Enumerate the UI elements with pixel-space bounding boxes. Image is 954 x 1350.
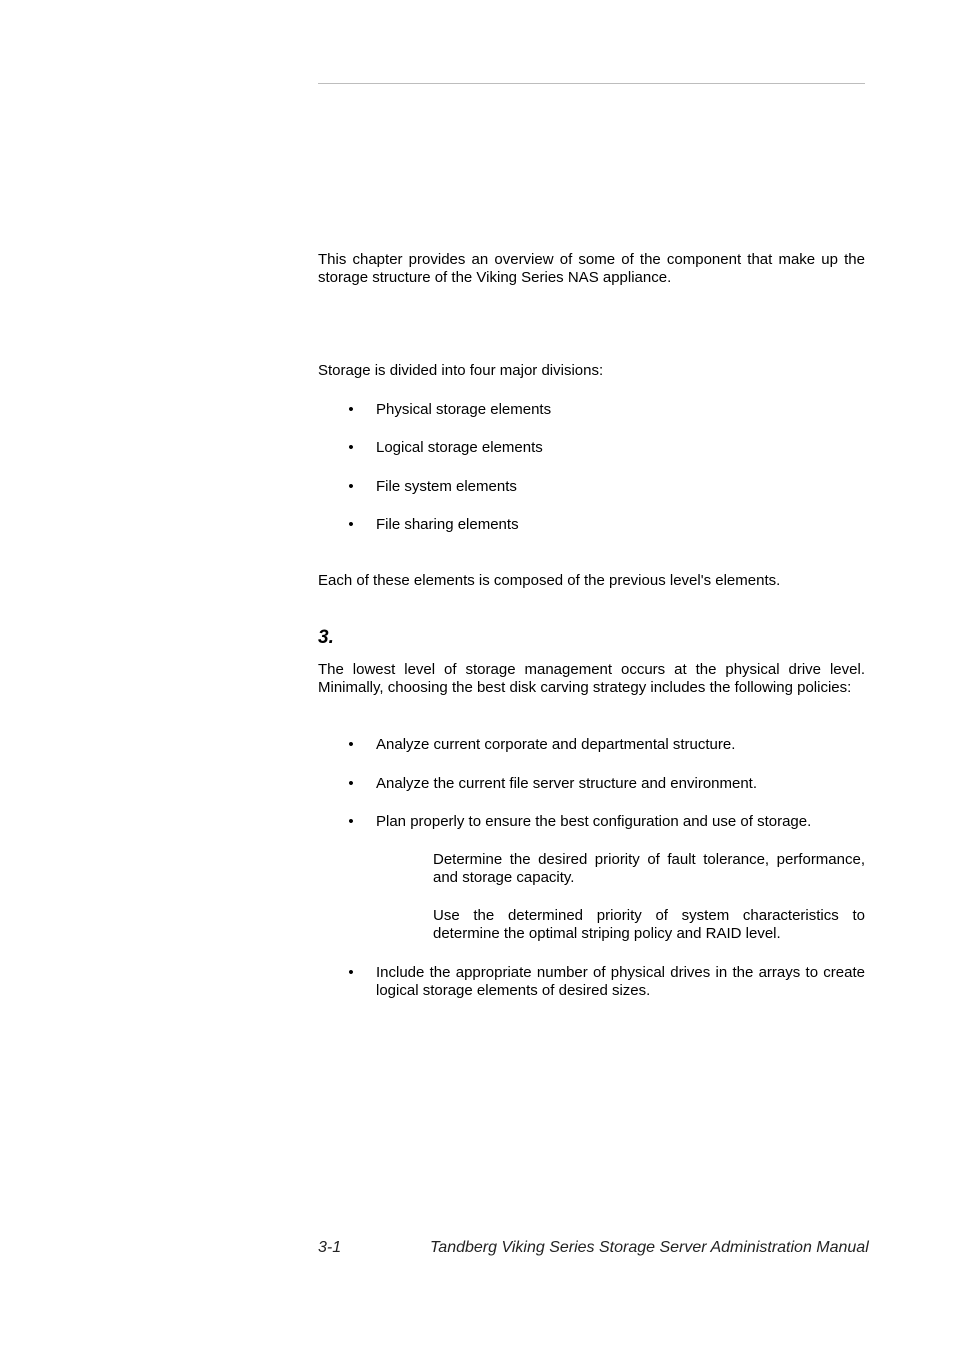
divisions-intro: Storage is divided into four major divisions:: [318, 362, 604, 379]
bullet-icon: •: [348, 964, 354, 981]
division-label: Logical storage elements: [376, 439, 543, 456]
policy-label: Include the appropriate number of physical drives in the arrays to create logical storage elements of desired sizes.: [376, 964, 865, 999]
policy-label: Analyze the current file server structure and environment.: [376, 775, 758, 792]
composition-note: Each of these elements is composed of the previous level's elements.: [318, 572, 781, 589]
section-number: 3.: [318, 627, 334, 648]
bullet-icon: •: [348, 439, 354, 456]
bullet-icon: •: [348, 516, 354, 533]
policy-label: Plan properly to ensure the best configuration and use of storage.: [376, 813, 812, 830]
division-label: Physical storage elements: [376, 401, 552, 418]
plan-subitem: Determine the desired priority of fault tolerance, performance, and storage capacity.: [433, 851, 865, 886]
section-body: The lowest level of storage management occurs at the physical drive level. Minimally, choosing the best disk carving strategy includes the following policies:: [318, 661, 865, 696]
bullet-icon: •: [348, 478, 354, 495]
bullet-icon: •: [348, 401, 354, 418]
bullet-icon: •: [348, 736, 354, 753]
division-label: File system elements: [376, 478, 517, 495]
plan-subitem: Use the determined priority of system characteristics to determine the optimal striping policy and RAID level.: [433, 907, 865, 942]
bullet-icon: •: [348, 775, 354, 792]
footer-page-number: 3-1: [318, 1239, 342, 1256]
division-label: File sharing elements: [376, 516, 519, 533]
bullet-icon: •: [348, 813, 354, 830]
intro-paragraph: This chapter provides an overview of some of the component that make up the storage structure of the Viking Series NAS appliance.: [318, 251, 865, 286]
header-rule: [318, 83, 865, 84]
policy-label: Analyze current corporate and departmental structure.: [376, 736, 736, 753]
footer-manual-title: Tandberg Viking Series Storage Server Administration Manual: [430, 1239, 869, 1256]
